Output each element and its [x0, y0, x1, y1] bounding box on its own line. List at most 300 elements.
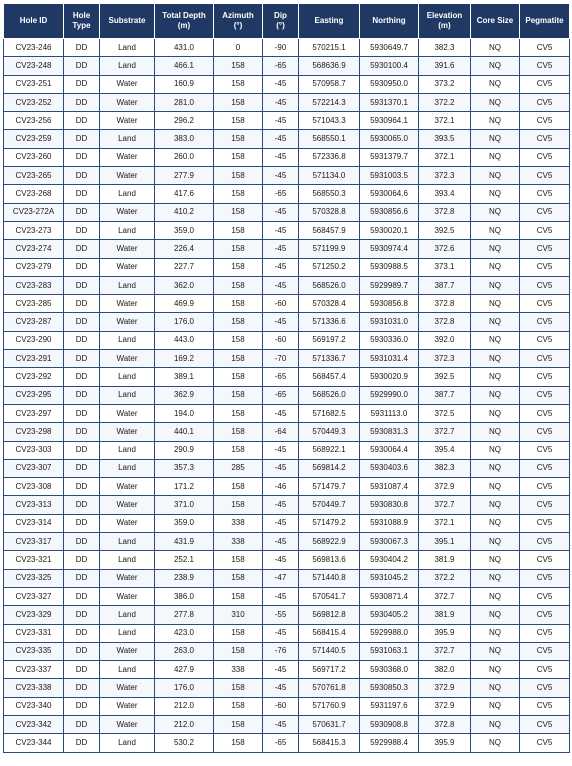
cell-northing: 5929988.0 — [360, 624, 419, 642]
cell-hole-type: DD — [64, 533, 100, 551]
cell-hole-id: CV23-325 — [4, 569, 64, 587]
cell-pegmatite: CV5 — [520, 185, 570, 203]
cell-easting: 570761.8 — [299, 679, 360, 697]
cell-total-depth: 176.0 — [155, 313, 214, 331]
cell-substrate: Land — [100, 39, 155, 57]
cell-dip: -60 — [263, 295, 299, 313]
table-row — [4, 167, 570, 185]
cell-hole-type: DD — [64, 734, 100, 752]
cell-northing: 5931031.0 — [360, 313, 419, 331]
cell-easting: 570215.1 — [299, 39, 360, 57]
cell-core-size: NQ — [471, 423, 520, 441]
cell-northing: 5930368.0 — [360, 661, 419, 679]
table-row — [4, 350, 570, 368]
cell-hole-id: CV23-303 — [4, 441, 64, 459]
cell-azimuth: 338 — [214, 661, 263, 679]
cell-azimuth: 158 — [214, 441, 263, 459]
cell-hole-type: DD — [64, 167, 100, 185]
cell-azimuth: 158 — [214, 130, 263, 148]
cell-pegmatite: CV5 — [520, 715, 570, 733]
cell-azimuth: 310 — [214, 606, 263, 624]
cell-elevation: 372.9 — [419, 679, 471, 697]
cell-substrate: Land — [100, 533, 155, 551]
cell-pegmatite: CV5 — [520, 368, 570, 386]
cell-pegmatite: CV5 — [520, 587, 570, 605]
cell-hole-type: DD — [64, 185, 100, 203]
cell-elevation: 392.5 — [419, 221, 471, 239]
cell-azimuth: 158 — [214, 93, 263, 111]
cell-azimuth: 158 — [214, 167, 263, 185]
cell-easting: 571479.2 — [299, 514, 360, 532]
cell-hole-type: DD — [64, 642, 100, 660]
cell-northing: 5931063.1 — [360, 642, 419, 660]
cell-northing: 5930020.9 — [360, 368, 419, 386]
cell-total-depth: 176.0 — [155, 679, 214, 697]
cell-total-depth: 171.2 — [155, 478, 214, 496]
cell-azimuth: 338 — [214, 514, 263, 532]
cell-dip: -70 — [263, 350, 299, 368]
cell-total-depth: 431.0 — [155, 39, 214, 57]
cell-pegmatite: CV5 — [520, 203, 570, 221]
cell-hole-id: CV23-251 — [4, 75, 64, 93]
cell-elevation: 372.3 — [419, 167, 471, 185]
cell-substrate: Land — [100, 624, 155, 642]
cell-pegmatite: CV5 — [520, 441, 570, 459]
cell-hole-id: CV23-317 — [4, 533, 64, 551]
cell-hole-id: CV23-274 — [4, 240, 64, 258]
cell-core-size: NQ — [471, 39, 520, 57]
cell-northing: 5931003.5 — [360, 167, 419, 185]
cell-substrate: Land — [100, 386, 155, 404]
cell-dip: -65 — [263, 386, 299, 404]
cell-elevation: 395.1 — [419, 533, 471, 551]
cell-azimuth: 158 — [214, 276, 263, 294]
cell-azimuth: 158 — [214, 697, 263, 715]
cell-core-size: NQ — [471, 295, 520, 313]
cell-elevation: 372.6 — [419, 240, 471, 258]
cell-hole-type: DD — [64, 57, 100, 75]
cell-core-size: NQ — [471, 587, 520, 605]
column-header-total-depth: Total Depth (m) — [155, 4, 214, 39]
cell-easting: 569814.2 — [299, 459, 360, 477]
cell-pegmatite: CV5 — [520, 57, 570, 75]
cell-dip: -65 — [263, 368, 299, 386]
cell-hole-id: CV23-342 — [4, 715, 64, 733]
cell-core-size: NQ — [471, 551, 520, 569]
cell-northing: 5930403.6 — [360, 459, 419, 477]
cell-elevation: 372.7 — [419, 423, 471, 441]
cell-hole-type: DD — [64, 569, 100, 587]
cell-hole-type: DD — [64, 258, 100, 276]
cell-core-size: NQ — [471, 715, 520, 733]
cell-total-depth: 530.2 — [155, 734, 214, 752]
cell-hole-type: DD — [64, 148, 100, 166]
cell-elevation: 382.3 — [419, 459, 471, 477]
cell-core-size: NQ — [471, 459, 520, 477]
cell-total-depth: 362.9 — [155, 386, 214, 404]
cell-core-size: NQ — [471, 624, 520, 642]
cell-core-size: NQ — [471, 221, 520, 239]
cell-core-size: NQ — [471, 697, 520, 715]
cell-elevation: 372.7 — [419, 587, 471, 605]
table-row — [4, 441, 570, 459]
column-header-hole-id: Hole ID — [4, 4, 64, 39]
cell-easting: 568922.9 — [299, 533, 360, 551]
cell-dip: -64 — [263, 423, 299, 441]
cell-total-depth: 410.2 — [155, 203, 214, 221]
table-row — [4, 697, 570, 715]
cell-hole-id: CV23-273 — [4, 221, 64, 239]
cell-pegmatite: CV5 — [520, 642, 570, 660]
table-row — [4, 715, 570, 733]
cell-hole-id: CV23-290 — [4, 331, 64, 349]
cell-easting: 570449.3 — [299, 423, 360, 441]
cell-hole-id: CV23-335 — [4, 642, 64, 660]
cell-easting: 572214.3 — [299, 93, 360, 111]
cell-core-size: NQ — [471, 276, 520, 294]
cell-northing: 5930064.4 — [360, 441, 419, 459]
cell-total-depth: 423.0 — [155, 624, 214, 642]
table-row — [4, 240, 570, 258]
cell-dip: -65 — [263, 185, 299, 203]
table-row — [4, 258, 570, 276]
cell-pegmatite: CV5 — [520, 606, 570, 624]
cell-northing: 5930336.0 — [360, 331, 419, 349]
cell-easting: 569197.2 — [299, 331, 360, 349]
header-row — [4, 4, 570, 39]
cell-substrate: Water — [100, 240, 155, 258]
cell-hole-id: CV23-252 — [4, 93, 64, 111]
cell-northing: 5930405.2 — [360, 606, 419, 624]
cell-substrate: Water — [100, 295, 155, 313]
cell-hole-id: CV23-298 — [4, 423, 64, 441]
cell-hole-id: CV23-344 — [4, 734, 64, 752]
cell-azimuth: 158 — [214, 478, 263, 496]
cell-dip: -45 — [263, 514, 299, 532]
cell-total-depth: 443.0 — [155, 331, 214, 349]
cell-hole-id: CV23-337 — [4, 661, 64, 679]
cell-total-depth: 263.0 — [155, 642, 214, 660]
cell-substrate: Water — [100, 496, 155, 514]
cell-elevation: 373.2 — [419, 75, 471, 93]
cell-hole-type: DD — [64, 587, 100, 605]
cell-azimuth: 158 — [214, 368, 263, 386]
drill-hole-table-container — [3, 3, 569, 753]
cell-hole-type: DD — [64, 551, 100, 569]
table-row — [4, 404, 570, 422]
cell-dip: -45 — [263, 661, 299, 679]
cell-hole-type: DD — [64, 276, 100, 294]
cell-core-size: NQ — [471, 679, 520, 697]
cell-hole-type: DD — [64, 404, 100, 422]
cell-pegmatite: CV5 — [520, 221, 570, 239]
cell-total-depth: 359.0 — [155, 221, 214, 239]
cell-easting: 568457.9 — [299, 221, 360, 239]
cell-elevation: 372.7 — [419, 642, 471, 660]
cell-azimuth: 158 — [214, 496, 263, 514]
cell-azimuth: 158 — [214, 715, 263, 733]
column-header-easting: Easting — [299, 4, 360, 39]
cell-elevation: 372.2 — [419, 93, 471, 111]
cell-elevation: 372.8 — [419, 313, 471, 331]
cell-northing: 5930850.3 — [360, 679, 419, 697]
cell-easting: 571336.7 — [299, 350, 360, 368]
table-row — [4, 57, 570, 75]
cell-total-depth: 466.1 — [155, 57, 214, 75]
table-row — [4, 295, 570, 313]
cell-total-depth: 383.0 — [155, 130, 214, 148]
cell-northing: 5930649.7 — [360, 39, 419, 57]
cell-total-depth: 417.6 — [155, 185, 214, 203]
cell-elevation: 381.9 — [419, 606, 471, 624]
cell-azimuth: 158 — [214, 57, 263, 75]
cell-total-depth: 427.9 — [155, 661, 214, 679]
column-header-substrate: Substrate — [100, 4, 155, 39]
cell-substrate: Water — [100, 587, 155, 605]
cell-elevation: 372.8 — [419, 715, 471, 733]
cell-hole-type: DD — [64, 368, 100, 386]
cell-dip: -45 — [263, 167, 299, 185]
table-row — [4, 331, 570, 349]
table-row — [4, 39, 570, 57]
cell-elevation: 372.1 — [419, 514, 471, 532]
cell-pegmatite: CV5 — [520, 112, 570, 130]
table-row — [4, 276, 570, 294]
table-row — [4, 533, 570, 551]
cell-hole-id: CV23-295 — [4, 386, 64, 404]
cell-substrate: Land — [100, 734, 155, 752]
cell-northing: 5931031.4 — [360, 350, 419, 368]
cell-northing: 5931045.2 — [360, 569, 419, 587]
table-row — [4, 203, 570, 221]
cell-core-size: NQ — [471, 130, 520, 148]
table-row — [4, 661, 570, 679]
cell-pegmatite: CV5 — [520, 39, 570, 57]
cell-elevation: 393.4 — [419, 185, 471, 203]
cell-core-size: NQ — [471, 57, 520, 75]
cell-dip: -45 — [263, 258, 299, 276]
cell-substrate: Land — [100, 57, 155, 75]
table-row — [4, 185, 570, 203]
cell-northing: 5930067.3 — [360, 533, 419, 551]
cell-pegmatite: CV5 — [520, 459, 570, 477]
cell-dip: -45 — [263, 459, 299, 477]
cell-hole-type: DD — [64, 386, 100, 404]
cell-substrate: Land — [100, 441, 155, 459]
cell-azimuth: 158 — [214, 587, 263, 605]
column-header-northing: Northing — [360, 4, 419, 39]
cell-pegmatite: CV5 — [520, 404, 570, 422]
cell-hole-type: DD — [64, 240, 100, 258]
cell-easting: 570541.7 — [299, 587, 360, 605]
cell-core-size: NQ — [471, 258, 520, 276]
cell-dip: -45 — [263, 715, 299, 733]
table-row — [4, 478, 570, 496]
cell-pegmatite: CV5 — [520, 93, 570, 111]
cell-pegmatite: CV5 — [520, 130, 570, 148]
cell-hole-type: DD — [64, 313, 100, 331]
cell-dip: -60 — [263, 331, 299, 349]
cell-pegmatite: CV5 — [520, 661, 570, 679]
cell-elevation: 372.5 — [419, 404, 471, 422]
cell-substrate: Land — [100, 551, 155, 569]
cell-dip: -45 — [263, 533, 299, 551]
cell-hole-type: DD — [64, 661, 100, 679]
cell-northing: 5931087.4 — [360, 478, 419, 496]
cell-pegmatite: CV5 — [520, 331, 570, 349]
column-header-pegmatite: Pegmatite — [520, 4, 570, 39]
cell-substrate: Water — [100, 148, 155, 166]
cell-hole-id: CV23-285 — [4, 295, 64, 313]
cell-substrate: Land — [100, 661, 155, 679]
cell-hole-id: CV23-287 — [4, 313, 64, 331]
cell-hole-id: CV23-246 — [4, 39, 64, 57]
column-header-hole-type: Hole Type — [64, 4, 100, 39]
cell-dip: -45 — [263, 624, 299, 642]
cell-hole-id: CV23-329 — [4, 606, 64, 624]
cell-total-depth: 296.2 — [155, 112, 214, 130]
cell-core-size: NQ — [471, 75, 520, 93]
cell-easting: 570328.4 — [299, 295, 360, 313]
cell-azimuth: 158 — [214, 331, 263, 349]
cell-hole-id: CV23-340 — [4, 697, 64, 715]
cell-substrate: Water — [100, 569, 155, 587]
cell-total-depth: 169.2 — [155, 350, 214, 368]
cell-substrate: Land — [100, 331, 155, 349]
table-row — [4, 606, 570, 624]
cell-hole-type: DD — [64, 715, 100, 733]
cell-hole-type: DD — [64, 203, 100, 221]
table-row — [4, 496, 570, 514]
cell-elevation: 382.0 — [419, 661, 471, 679]
cell-dip: -45 — [263, 112, 299, 130]
cell-substrate: Water — [100, 75, 155, 93]
cell-substrate: Water — [100, 203, 155, 221]
cell-easting: 572336.8 — [299, 148, 360, 166]
table-row — [4, 75, 570, 93]
cell-total-depth: 227.7 — [155, 258, 214, 276]
cell-elevation: 395.9 — [419, 734, 471, 752]
cell-northing: 5930950.0 — [360, 75, 419, 93]
cell-pegmatite: CV5 — [520, 734, 570, 752]
cell-dip: -45 — [263, 404, 299, 422]
cell-core-size: NQ — [471, 93, 520, 111]
cell-substrate: Land — [100, 130, 155, 148]
cell-hole-id: CV23-260 — [4, 148, 64, 166]
cell-core-size: NQ — [471, 496, 520, 514]
cell-azimuth: 0 — [214, 39, 263, 57]
cell-azimuth: 158 — [214, 569, 263, 587]
cell-easting: 570631.7 — [299, 715, 360, 733]
cell-core-size: NQ — [471, 734, 520, 752]
cell-pegmatite: CV5 — [520, 350, 570, 368]
cell-hole-type: DD — [64, 93, 100, 111]
table-row — [4, 112, 570, 130]
cell-pegmatite: CV5 — [520, 569, 570, 587]
cell-northing: 5930871.4 — [360, 587, 419, 605]
cell-hole-type: DD — [64, 496, 100, 514]
cell-hole-type: DD — [64, 459, 100, 477]
cell-pegmatite: CV5 — [520, 423, 570, 441]
cell-azimuth: 158 — [214, 404, 263, 422]
cell-substrate: Water — [100, 514, 155, 532]
cell-easting: 568415.4 — [299, 624, 360, 642]
cell-dip: -76 — [263, 642, 299, 660]
cell-azimuth: 158 — [214, 313, 263, 331]
cell-elevation: 387.7 — [419, 276, 471, 294]
cell-substrate: Water — [100, 697, 155, 715]
cell-dip: -45 — [263, 221, 299, 239]
cell-substrate: Water — [100, 112, 155, 130]
cell-azimuth: 158 — [214, 221, 263, 239]
cell-hole-id: CV23-297 — [4, 404, 64, 422]
cell-northing: 5931113.0 — [360, 404, 419, 422]
cell-hole-type: DD — [64, 221, 100, 239]
cell-substrate: Land — [100, 221, 155, 239]
table-row — [4, 642, 570, 660]
cell-elevation: 372.7 — [419, 496, 471, 514]
cell-hole-id: CV23-338 — [4, 679, 64, 697]
cell-dip: -45 — [263, 551, 299, 569]
table-row — [4, 551, 570, 569]
column-header-core-size: Core Size — [471, 4, 520, 39]
cell-elevation: 372.1 — [419, 148, 471, 166]
cell-total-depth: 212.0 — [155, 697, 214, 715]
table-row — [4, 734, 570, 752]
cell-azimuth: 158 — [214, 624, 263, 642]
cell-total-depth: 371.0 — [155, 496, 214, 514]
table-row — [4, 423, 570, 441]
cell-hole-type: DD — [64, 606, 100, 624]
cell-easting: 569717.2 — [299, 661, 360, 679]
cell-core-size: NQ — [471, 331, 520, 349]
cell-easting: 570328.8 — [299, 203, 360, 221]
cell-easting: 568526.0 — [299, 386, 360, 404]
cell-core-size: NQ — [471, 185, 520, 203]
cell-total-depth: 226.4 — [155, 240, 214, 258]
cell-dip: -45 — [263, 587, 299, 605]
cell-total-depth: 290.9 — [155, 441, 214, 459]
cell-core-size: NQ — [471, 167, 520, 185]
cell-substrate: Water — [100, 167, 155, 185]
cell-substrate: Water — [100, 642, 155, 660]
cell-northing: 5930974.4 — [360, 240, 419, 258]
cell-azimuth: 158 — [214, 350, 263, 368]
cell-hole-type: DD — [64, 331, 100, 349]
cell-hole-id: CV23-283 — [4, 276, 64, 294]
table-row — [4, 221, 570, 239]
cell-total-depth: 277.9 — [155, 167, 214, 185]
cell-elevation: 372.8 — [419, 203, 471, 221]
cell-total-depth: 431.9 — [155, 533, 214, 551]
cell-elevation: 391.6 — [419, 57, 471, 75]
cell-pegmatite: CV5 — [520, 679, 570, 697]
cell-easting: 571199.9 — [299, 240, 360, 258]
cell-substrate: Water — [100, 313, 155, 331]
cell-elevation: 381.9 — [419, 551, 471, 569]
cell-easting: 568922.1 — [299, 441, 360, 459]
table-row — [4, 93, 570, 111]
cell-northing: 5930404.2 — [360, 551, 419, 569]
cell-dip: -45 — [263, 679, 299, 697]
cell-total-depth: 194.0 — [155, 404, 214, 422]
cell-azimuth: 158 — [214, 642, 263, 660]
cell-elevation: 382.3 — [419, 39, 471, 57]
cell-total-depth: 252.1 — [155, 551, 214, 569]
cell-azimuth: 285 — [214, 459, 263, 477]
table-header — [4, 4, 570, 39]
cell-core-size: NQ — [471, 642, 520, 660]
